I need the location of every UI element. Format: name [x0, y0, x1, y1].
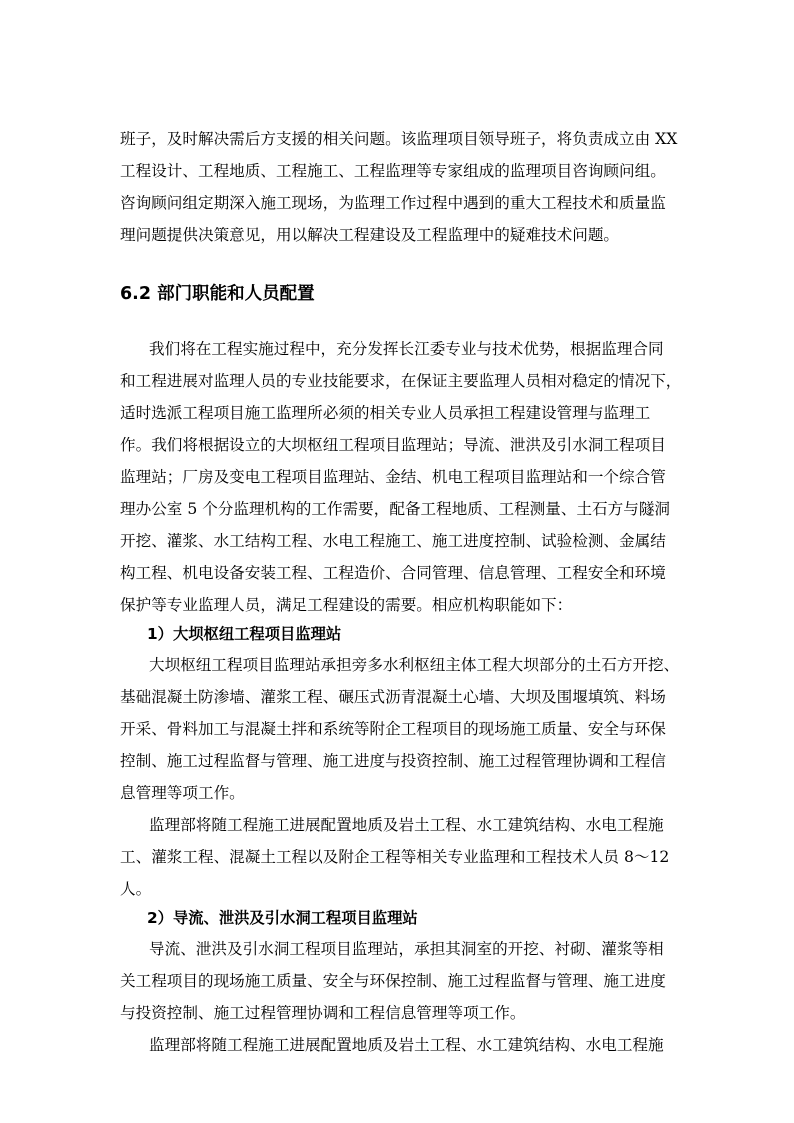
sub2-para1-line-2: 关工程项目的现场施工质量、安全与环保控制、施工过程监督与管理、施工进度 [120, 972, 666, 990]
section-para-line-1: 我们将在工程实施过程中，充分发挥长江委专业与技术优势，根据监理合同 [149, 340, 664, 358]
sub1-para1-line-3: 开采、骨料加工与混凝土拌和系统等附企工程项目的现场施工质量、安全与环保 [120, 720, 666, 738]
section-para-line-5: 监理站；厂房及变电工程项目监理站、金结、机电工程项目监理站和一个综合管 [120, 468, 666, 486]
sub1-para1-line-2: 基础混凝土防渗墙、灌浆工程、碾压式沥青混凝土心墙、大坝及围堰填筑、料场 [120, 688, 666, 706]
intro-line-3: 咨询顾问组定期深入施工现场，为监理工作过程中遇到的重大工程技术和质量监 [120, 194, 666, 212]
sub1-para2-line-2: 工、灌浆工程、混凝土工程以及附企工程等相关专业监理和工程技术人员 8～12 [120, 848, 670, 866]
section-para-line-6: 理办公室 5 个分监理机构的工作需要，配备工程地质、工程测量、土石方与隧洞 [120, 500, 671, 518]
sub1-para1-line-1: 大坝枢纽工程项目监理站承担旁多水利枢纽主体工程大坝部分的土石方开挖、 [149, 656, 680, 674]
subsection-heading-2: 2）导流、泄洪及引水洞工程项目监理站 [147, 909, 418, 927]
sub2-para1-line-3: 与投资控制、施工过程管理协调和工程信息管理等项工作。 [120, 1004, 526, 1022]
intro-line-2: 工程设计、工程地质、工程施工、工程监理等专家组成的监理项目咨询顾问组。 [120, 162, 666, 180]
subsection-heading-1: 1）大坝枢纽工程项目监理站 [147, 625, 342, 643]
intro-line-4: 理问题提供决策意见，用以解决工程建设及工程监理中的疑难技术问题。 [120, 226, 620, 244]
section-para-line-8: 构工程、机电设备安装工程、工程造价、合同管理、信息管理、工程安全和环境 [120, 564, 666, 582]
sub1-para2-line-3: 人。 [120, 880, 152, 898]
section-heading: 6.2 部门职能和人员配置 [120, 284, 315, 304]
intro-line-1: 班子，及时解决需后方支援的相关问题。该监理项目领导班子，将负责成立由 XX [120, 130, 678, 148]
sub1-para1-line-4: 控制、施工过程监督与管理、施工进度与投资控制、施工过程管理协调和工程信 [120, 752, 666, 770]
section-para-line-9: 保护等专业监理人员，满足工程建设的需要。相应机构职能如下： [120, 596, 573, 614]
section-para-line-2: 和工程进展对监理人员的专业技能要求，在保证主要监理人员相对稳定的情况下， [120, 372, 682, 390]
sub2-para1-line-1: 导流、泄洪及引水洞工程项目监理站，承担其洞室的开挖、衬砌、灌浆等相 [149, 940, 664, 958]
section-para-line-4: 作。我们将根据设立的大坝枢纽工程项目监理站；导流、泄洪及引水洞工程项目 [120, 436, 666, 454]
sub2-para2-line-1: 监理部将随工程施工进展配置地质及岩土工程、水工建筑结构、水电工程施 [149, 1036, 664, 1054]
section-para-line-7: 开挖、灌浆、水工结构工程、水电工程施工、施工进度控制、试验检测、金属结 [120, 532, 666, 550]
sub1-para2-line-1: 监理部将随工程施工进展配置地质及岩土工程、水工建筑结构、水电工程施 [149, 816, 664, 834]
section-para-line-3: 适时选派工程项目施工监理所必须的相关专业人员承担工程建设管理与监理工 [120, 404, 651, 422]
sub1-para1-line-5: 息管理等项工作。 [120, 784, 245, 802]
